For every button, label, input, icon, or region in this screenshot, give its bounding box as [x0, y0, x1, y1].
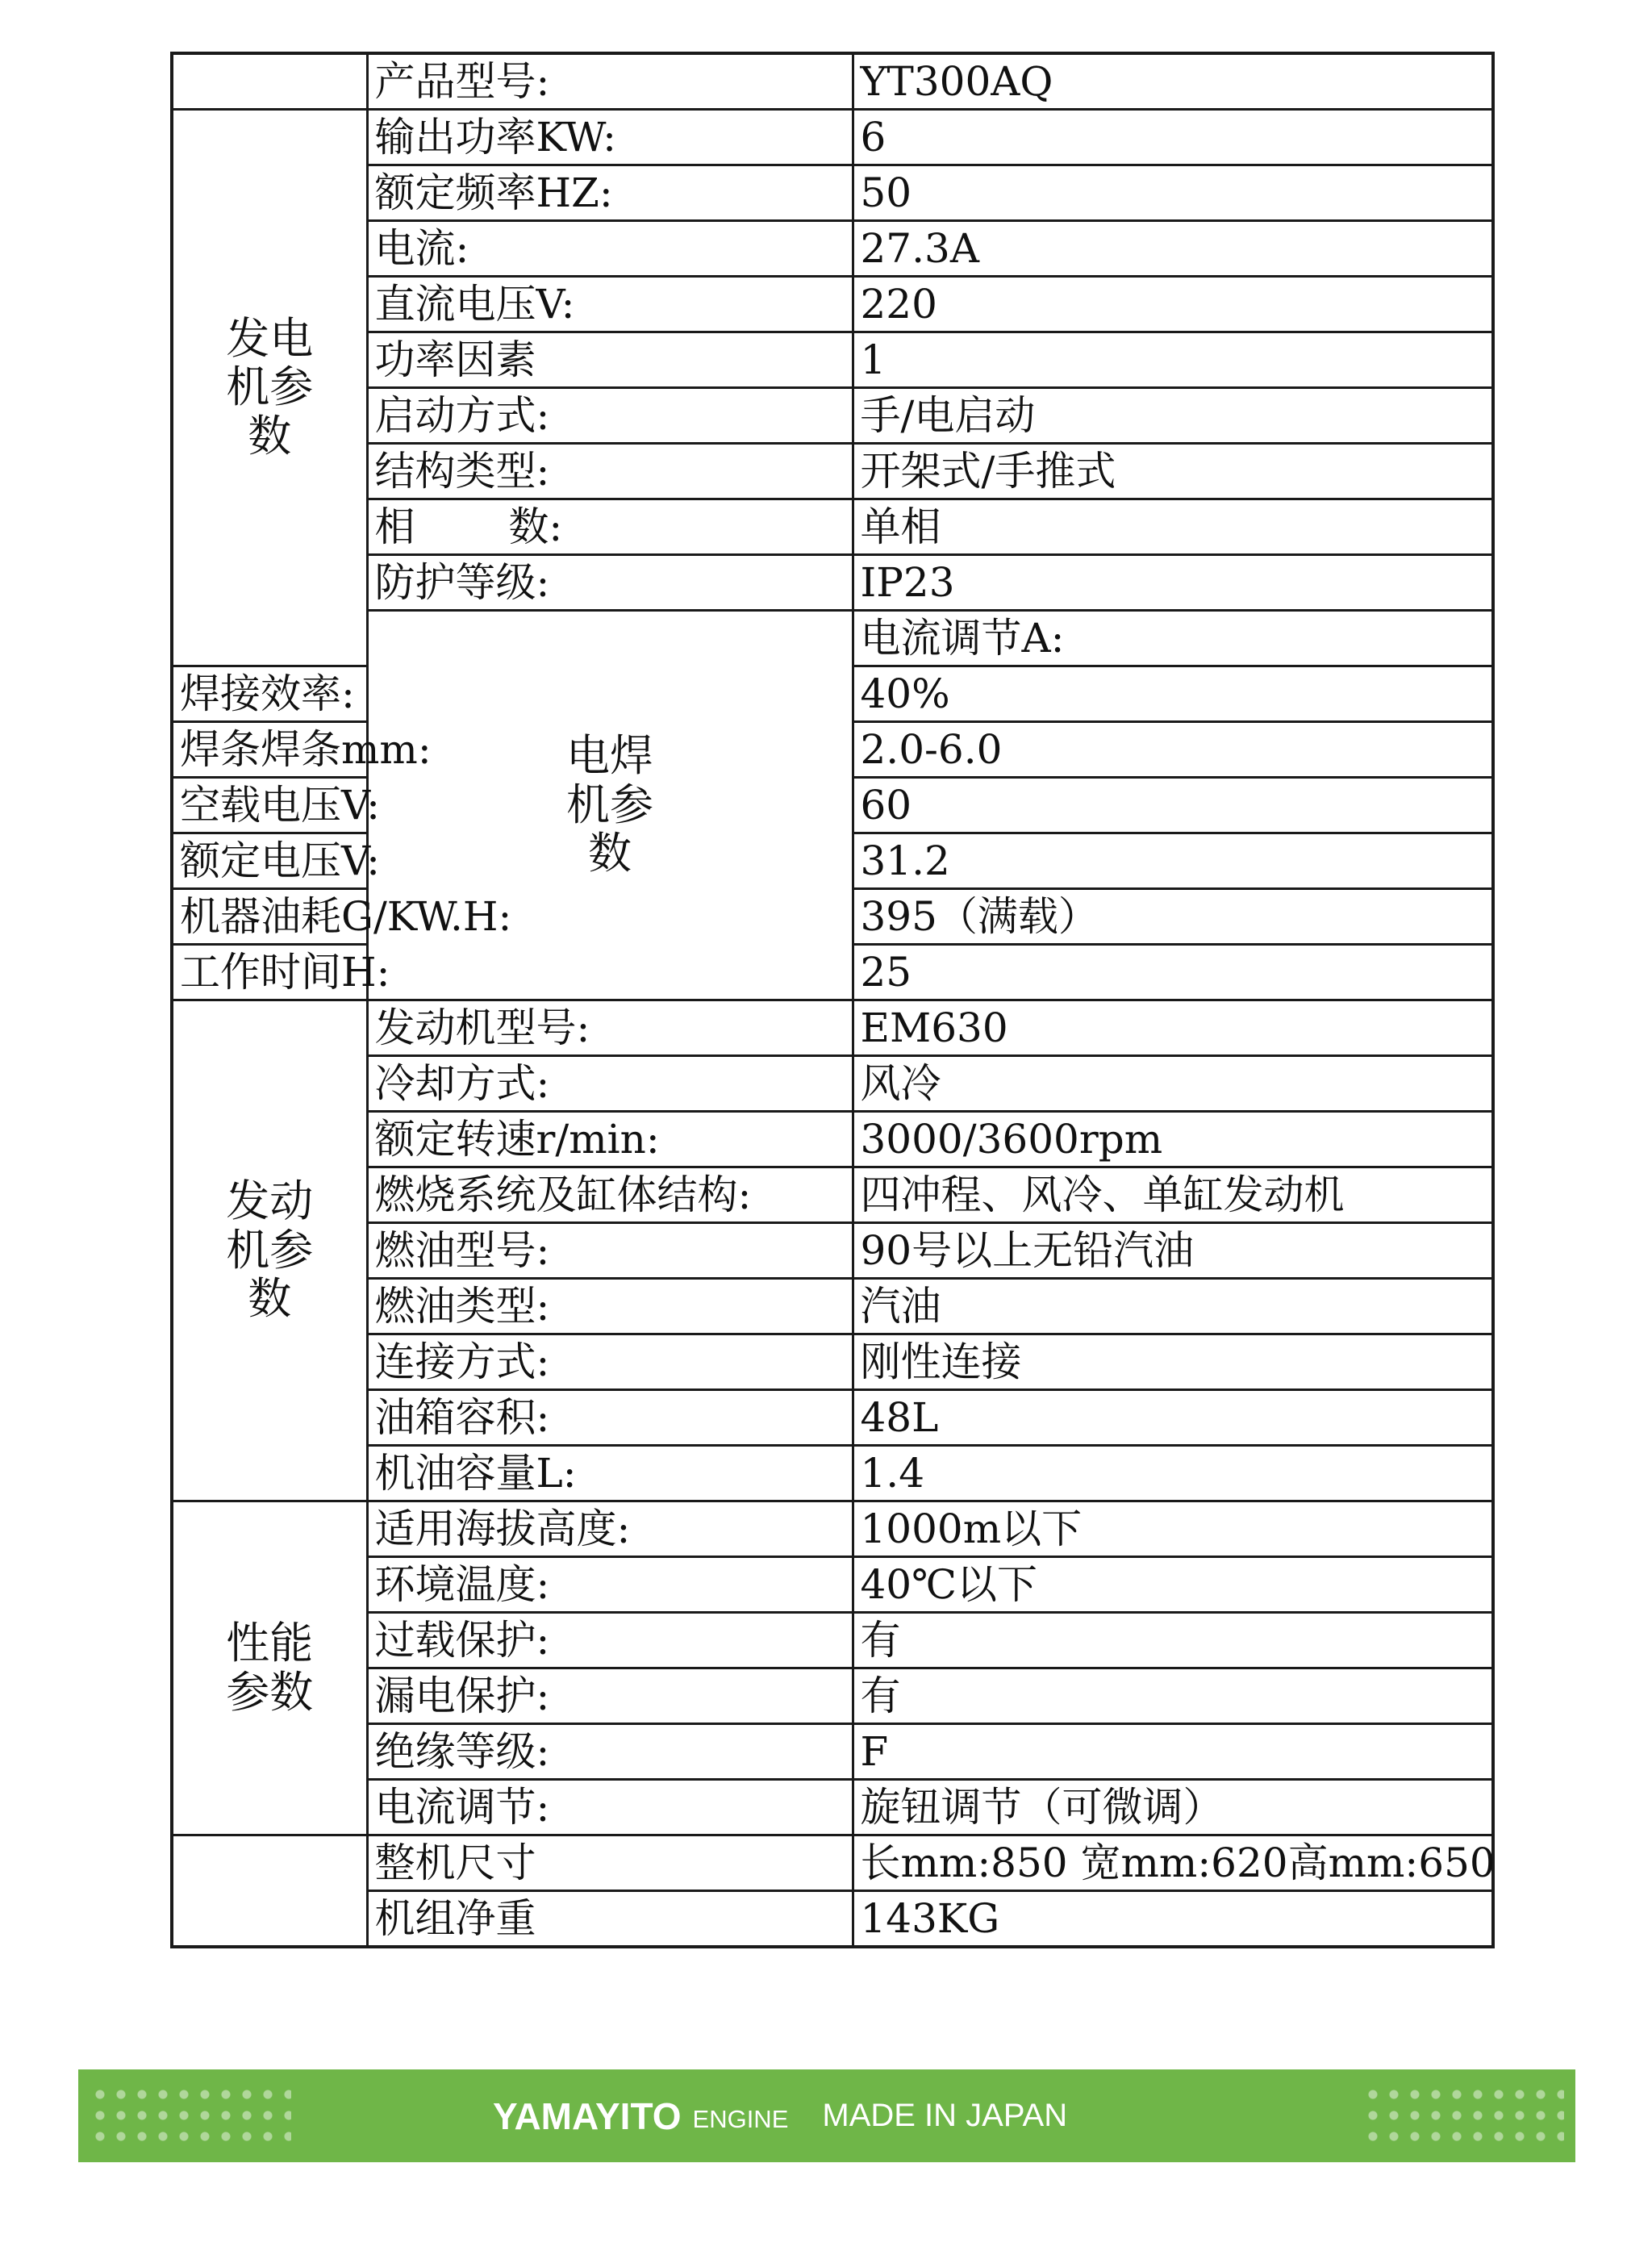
footer-banner [78, 2069, 1575, 2162]
group-label: 性能参数 [226, 1618, 314, 1718]
table-row [172, 1446, 1493, 1501]
spec-value: 60 [853, 778, 1493, 833]
spec-value: 48L [853, 1390, 1493, 1446]
table-row [172, 1000, 1493, 1056]
spec-value: 2.0-6.0 [853, 722, 1493, 778]
spec-value: 旋钮调节（可微调） [853, 1780, 1493, 1835]
table-row [172, 1112, 1493, 1167]
spec-label: 焊条焊条mm: [172, 722, 367, 778]
table-row [172, 110, 1493, 165]
table-row [172, 53, 1493, 110]
table-row [172, 277, 1493, 332]
spec-label: 产品型号: [367, 53, 853, 110]
table-row [172, 1724, 1493, 1780]
footer-brand-line [493, 2069, 1067, 2162]
group-label-cell [367, 611, 853, 1000]
spec-label: 输出功率KW: [367, 110, 853, 165]
spec-value: 有 [853, 1613, 1493, 1668]
spec-label: 防护等级: [367, 555, 853, 611]
spec-value: 27.3A [853, 221, 1493, 277]
table-row [172, 165, 1493, 221]
spec-label: 发动机型号: [367, 1000, 853, 1056]
spec-table [170, 52, 1495, 1948]
spec-value: YT300AQ [853, 53, 1493, 110]
spec-value: 四冲程、风冷、单缸发动机 [853, 1167, 1493, 1223]
spec-label: 环境温度: [367, 1557, 853, 1613]
spec-label: 燃烧系统及缸体结构: [367, 1167, 853, 1223]
spec-value: 开架式/手推式 [853, 444, 1493, 499]
spec-value: 6 [853, 110, 1493, 165]
spec-label: 额定转速r/min: [367, 1112, 853, 1167]
group-label-cell [172, 53, 367, 110]
brand-subtitle: ENGINE [692, 2104, 789, 2133]
spec-label: 相 数: [367, 499, 853, 555]
table-row [172, 388, 1493, 444]
table-row [172, 1390, 1493, 1446]
spec-label: 适用海拔高度: [367, 1501, 853, 1557]
spec-label: 空载电压V: [172, 778, 367, 833]
group-label-cell [172, 1835, 367, 1948]
spec-label: 连接方式: [367, 1334, 853, 1390]
spec-label: 焊接效率: [172, 666, 367, 722]
table-row [172, 499, 1493, 555]
spec-label: 启动方式: [367, 388, 853, 444]
group-label: 发电机参数 [226, 312, 314, 461]
table-row [172, 221, 1493, 277]
dot-pattern-right [1362, 2084, 1564, 2149]
spec-value: 1.4 [853, 1446, 1493, 1501]
spec-label: 机器油耗G/KW.H: [172, 889, 367, 945]
spec-table-body [172, 53, 1496, 1947]
table-row [172, 555, 1493, 611]
table-row [172, 1668, 1493, 1724]
spec-label: 燃油型号: [367, 1223, 853, 1279]
table-row [172, 1167, 1493, 1223]
spec-label: 绝缘等级: [367, 1724, 853, 1780]
spec-label: 整机尺寸 [367, 1835, 853, 1891]
table-row [172, 1223, 1493, 1279]
spec-value: EM630 [853, 1000, 1493, 1056]
spec-value: 220 [853, 277, 1493, 332]
table-row [172, 1613, 1493, 1668]
spec-label: 机组净重 [367, 1891, 853, 1948]
spec-value: 31.2 [853, 833, 1493, 889]
table-row [172, 1501, 1493, 1557]
spec-label: 额定频率HZ: [367, 165, 853, 221]
group-label: 发动机参数 [226, 1176, 314, 1325]
group-label-cell [172, 1000, 367, 1501]
spec-value: 长mm:850 宽mm:620高mm:650 [853, 1835, 1493, 1891]
spec-value: 395（满载） [853, 889, 1493, 945]
spec-label: 结构类型: [367, 444, 853, 499]
spec-value: 1000m以下 [853, 1501, 1493, 1557]
spec-label: 直流电压V: [367, 277, 853, 332]
group-label-cell [172, 1501, 367, 1835]
table-row [172, 332, 1493, 388]
spec-value: F [853, 1724, 1493, 1780]
origin-label: MADE IN JAPAN [822, 2098, 1068, 2133]
table-row [172, 1334, 1493, 1390]
spec-label: 冷却方式: [367, 1056, 853, 1112]
spec-value: 25 [853, 945, 1493, 1000]
brand-name: YAMAYITO [493, 2094, 682, 2137]
spec-value: 风冷 [853, 1056, 1493, 1112]
spec-value: 50 [853, 165, 1493, 221]
spec-label: 电流调节: [367, 1780, 853, 1835]
spec-label: 过载保护: [367, 1613, 853, 1668]
spec-label: 工作时间H: [172, 945, 367, 1000]
spec-value: 刚性连接 [853, 1334, 1493, 1390]
group-label-cell [172, 110, 367, 666]
table-row [172, 1891, 1493, 1948]
spec-label: 额定电压V: [172, 833, 367, 889]
spec-value: 143KG [853, 1891, 1493, 1948]
spec-value: 单相 [853, 499, 1493, 555]
spec-label: 燃油类型: [367, 1279, 853, 1334]
table-row [172, 611, 1493, 666]
table-row [172, 444, 1493, 499]
spec-value: 90号以上无铅汽油 [853, 1223, 1493, 1279]
spec-value: 40℃以下 [853, 1557, 1493, 1613]
group-label: 电焊机参数 [566, 730, 653, 879]
spec-label: 油箱容积: [367, 1390, 853, 1446]
table-row [172, 1835, 1493, 1891]
spec-label: 电流调节A: [853, 611, 1493, 666]
spec-value: 汽油 [853, 1279, 1493, 1334]
spec-label: 漏电保护: [367, 1668, 853, 1724]
spec-value: IP23 [853, 555, 1493, 611]
spec-label: 机油容量L: [367, 1446, 853, 1501]
spec-value: 1 [853, 332, 1493, 388]
spec-value: 40% [853, 666, 1493, 722]
spec-label: 电流: [367, 221, 853, 277]
table-row [172, 1780, 1493, 1835]
spec-value: 3000/3600rpm [853, 1112, 1493, 1167]
spec-value: 有 [853, 1668, 1493, 1724]
dot-pattern-left [90, 2084, 291, 2149]
table-row [172, 1056, 1493, 1112]
table-row [172, 1557, 1493, 1613]
table-row [172, 1279, 1493, 1334]
spec-label: 功率因素 [367, 332, 853, 388]
spec-value: 手/电启动 [853, 388, 1493, 444]
